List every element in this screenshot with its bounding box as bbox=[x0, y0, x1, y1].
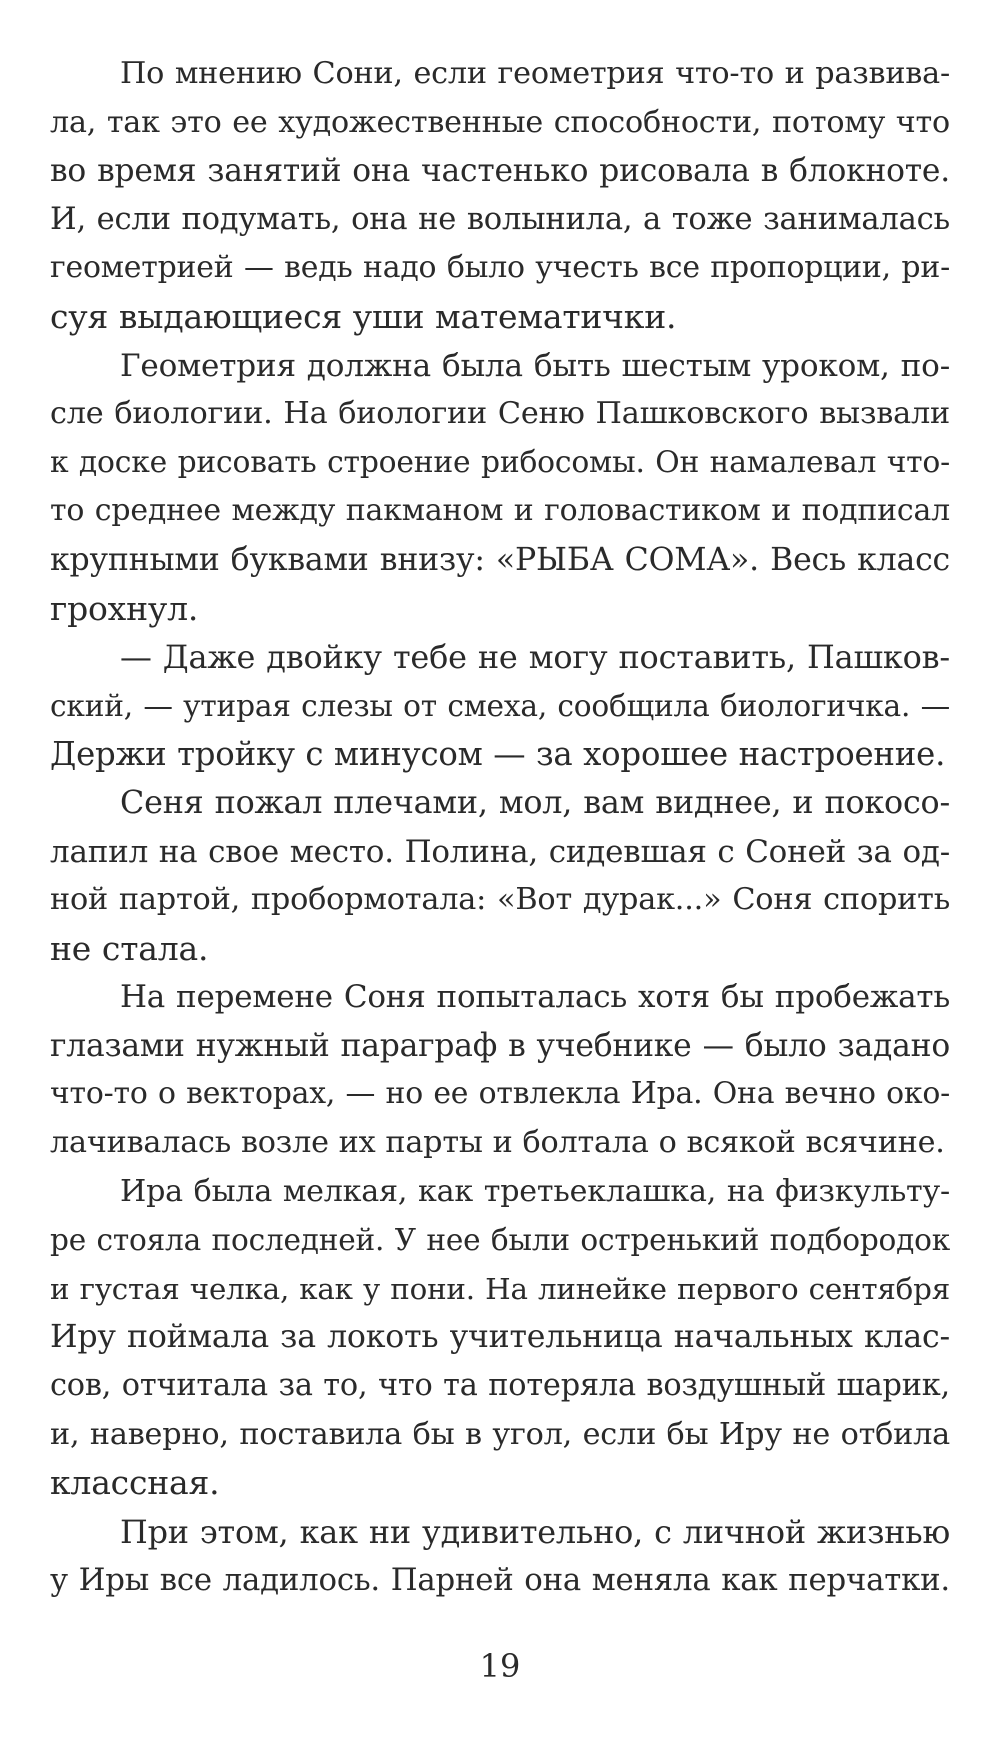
text-line: ла, так это ее художественные способности, потому что bbox=[50, 104, 950, 140]
text-line: ре стояла последней. У нее были остренький подбородок bbox=[50, 1223, 950, 1258]
text-line: лачивалась возле их парты и болтала о всякой всячине. bbox=[50, 1125, 945, 1161]
body-text bbox=[50, 50, 950, 1605]
text-line: к доске рисовать строение рибосомы. Он намалевал что- bbox=[50, 444, 950, 480]
text-line: во время занятий она частенько рисовала в блокноте. bbox=[50, 153, 950, 190]
text-line: Сеня пожал плечами, мол, вам виднее, и покосо- bbox=[120, 784, 950, 821]
text-line: то среднее между пакманом и головастиком и подписал bbox=[50, 493, 950, 529]
text-line: ной партой, пробормотала: «Вот дурак...» Соня спорить bbox=[50, 882, 950, 918]
text-line: Держи тройку с минусом — за хорошее настроение. bbox=[50, 735, 946, 774]
text-line: геометрией — ведь надо было учесть все пропорции, ри- bbox=[50, 250, 950, 286]
text-line: крупными буквами внизу: «РЫБА СОМА». Весь класс bbox=[50, 541, 950, 578]
text-line: у Иры все ладилось. Парней она меняла как перчатки. bbox=[50, 1562, 950, 1599]
text-line: что-то о векторах, — но ее отвлекла Ира. Она вечно око- bbox=[50, 1076, 950, 1112]
text-line: классная. bbox=[50, 1463, 220, 1503]
text-line: При этом, как ни удивительно, с личной жизнью bbox=[120, 1512, 950, 1551]
text-line: и, наверно, поставила бы в угол, если бы Иру не отбила bbox=[50, 1416, 950, 1452]
text-line: На перемене Соня попыталась хотя бы пробежать bbox=[120, 979, 950, 1016]
text-line: и густая челка, как у пони. На линейке первого сентября bbox=[50, 1271, 950, 1306]
text-line: сов, отчитала за то, что та потеряла воздушный шарик, bbox=[50, 1368, 950, 1404]
text-line: Ира была мелкая, как третьеклашка, на физкульту- bbox=[120, 1173, 950, 1209]
text-line: Геометрия должна была быть шестым уроком, по- bbox=[120, 347, 950, 384]
text-line: глазами нужный параграф в учебнике — было задано bbox=[50, 1027, 950, 1064]
text-line: По мнению Сони, если геометрия что-то и развива- bbox=[120, 56, 950, 91]
text-line: лапил на свое место. Полина, сидевшая с Соней за од- bbox=[50, 833, 950, 870]
text-line: суя выдающиеся уши математички. bbox=[50, 296, 677, 336]
text-line: сле биологии. На биологии Сеню Пашковского вызвали bbox=[50, 396, 950, 432]
text-line: И, если подумать, она не волынила, а тоже занималась bbox=[50, 201, 950, 237]
text-line: ский, — утирая слезы от смеха, сообщила биологичка. — bbox=[50, 688, 950, 723]
text-line: Иру поймала за локоть учительница начальных клас- bbox=[50, 1319, 950, 1356]
text-line: — Даже двойку тебе не могу поставить, Пашков- bbox=[120, 638, 950, 677]
text-line: грохнул. bbox=[50, 588, 199, 628]
page-number: 19 bbox=[479, 1647, 521, 1685]
text-line: не стала. bbox=[50, 928, 209, 968]
